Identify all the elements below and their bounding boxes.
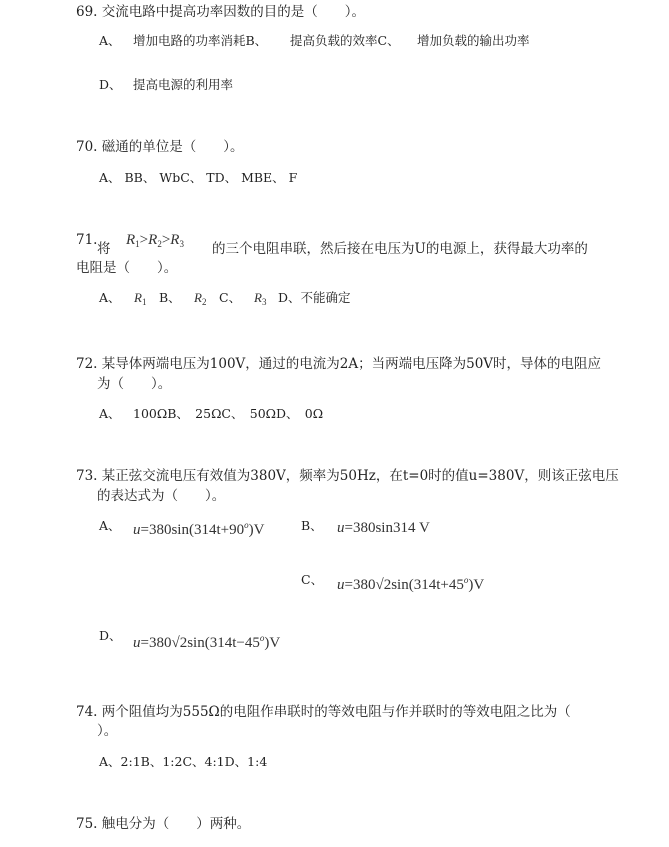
q73-option-a-formula: $u=380\sin(314t+90^o)V$ xyxy=(133,520,265,538)
q73-option-a-label: A、 xyxy=(99,518,121,533)
q74-stem-line1: 74. 两个阻值均为555Ω的电阻作串联时的等效电阻与作并联时的等效电阻之比为（ xyxy=(76,704,571,720)
q69-option-c: 增加负载的输出功率 xyxy=(417,33,530,48)
q74-stem-line2: ）。 xyxy=(97,723,118,739)
q73-option-d-label: D、 xyxy=(99,628,122,643)
q71-option-b-label: B、 xyxy=(159,290,181,305)
q73-option-d-formula: $u=380√2\sin(314t-45^o)V$ xyxy=(133,633,281,651)
q71-option-b-r2: $R_2$ xyxy=(194,290,207,307)
q72-stem-line2: 为（ ）。 xyxy=(97,376,172,392)
q71-option-c-r3: $R_3$ xyxy=(254,290,267,307)
q72-option-a-label: A、 xyxy=(99,406,121,421)
q70-stem: 70. 磁通的单位是（ ）。 xyxy=(76,139,244,155)
q73-option-c-label: C、 xyxy=(301,572,324,587)
q69-option-d-label: D、 xyxy=(99,77,122,92)
q71-stem-cont: 的三个电阻串联，然后接在电压为U的电源上，获得最大功率的 xyxy=(212,241,588,257)
q71-number: 71. xyxy=(76,232,98,248)
q71-option-d: D、不能确定 xyxy=(278,290,351,305)
q69-option-a-label: A、 xyxy=(99,33,121,48)
q71-option-c-label: C、 xyxy=(219,290,242,305)
q71-option-a-label: A、 xyxy=(99,290,121,305)
q74-options: A、2:1B、1:2C、4:1D、1:4 xyxy=(99,754,268,769)
q71-jiang: 将 xyxy=(97,241,111,257)
q70-options: A、 BB、 WbC、 TD、 MBE、 F xyxy=(99,170,298,185)
q69-stem: 69. 交流电路中提高功率因数的目的是（ ）。 xyxy=(76,4,366,20)
q69-option-a: 增加电路的功率消耗B、 xyxy=(133,33,268,48)
q71-option-a-r1: $R_1$ xyxy=(134,290,147,307)
q71-stem-line2: 电阻是（ ）。 xyxy=(76,260,178,276)
q73-option-b-formula: u=380sin314 V xyxy=(337,520,430,536)
q75-stem: 75. 触电分为（ ）两种。 xyxy=(76,816,251,832)
q73-stem-line1: 73. 某正弦交流电压有效值为380V，频率为50Hz，在t=0时的值u=380V，则该正弦电压 xyxy=(76,468,619,484)
q72-stem-line1: 72. 某导体两端电压为100V，通过的电流为2A；当两端电压降为50V时，导体的电阻应 xyxy=(76,356,602,372)
q73-stem-line2: 的表达式为（ ）。 xyxy=(97,488,226,504)
q69-option-b: 提高负载的效率C、 xyxy=(290,33,400,48)
q73-option-b-label: B、 xyxy=(301,518,323,533)
q71-resistor-inequality: $R_1>R_2>R_3$ xyxy=(126,232,184,249)
q72-options: 100ΩB、 25ΩC、 50ΩD、 0Ω xyxy=(133,406,324,421)
q73-option-c-formula: $u=380√2\sin(314t+45^o)V$ xyxy=(337,575,485,593)
q69-option-d: 提高电源的利用率 xyxy=(133,77,234,92)
